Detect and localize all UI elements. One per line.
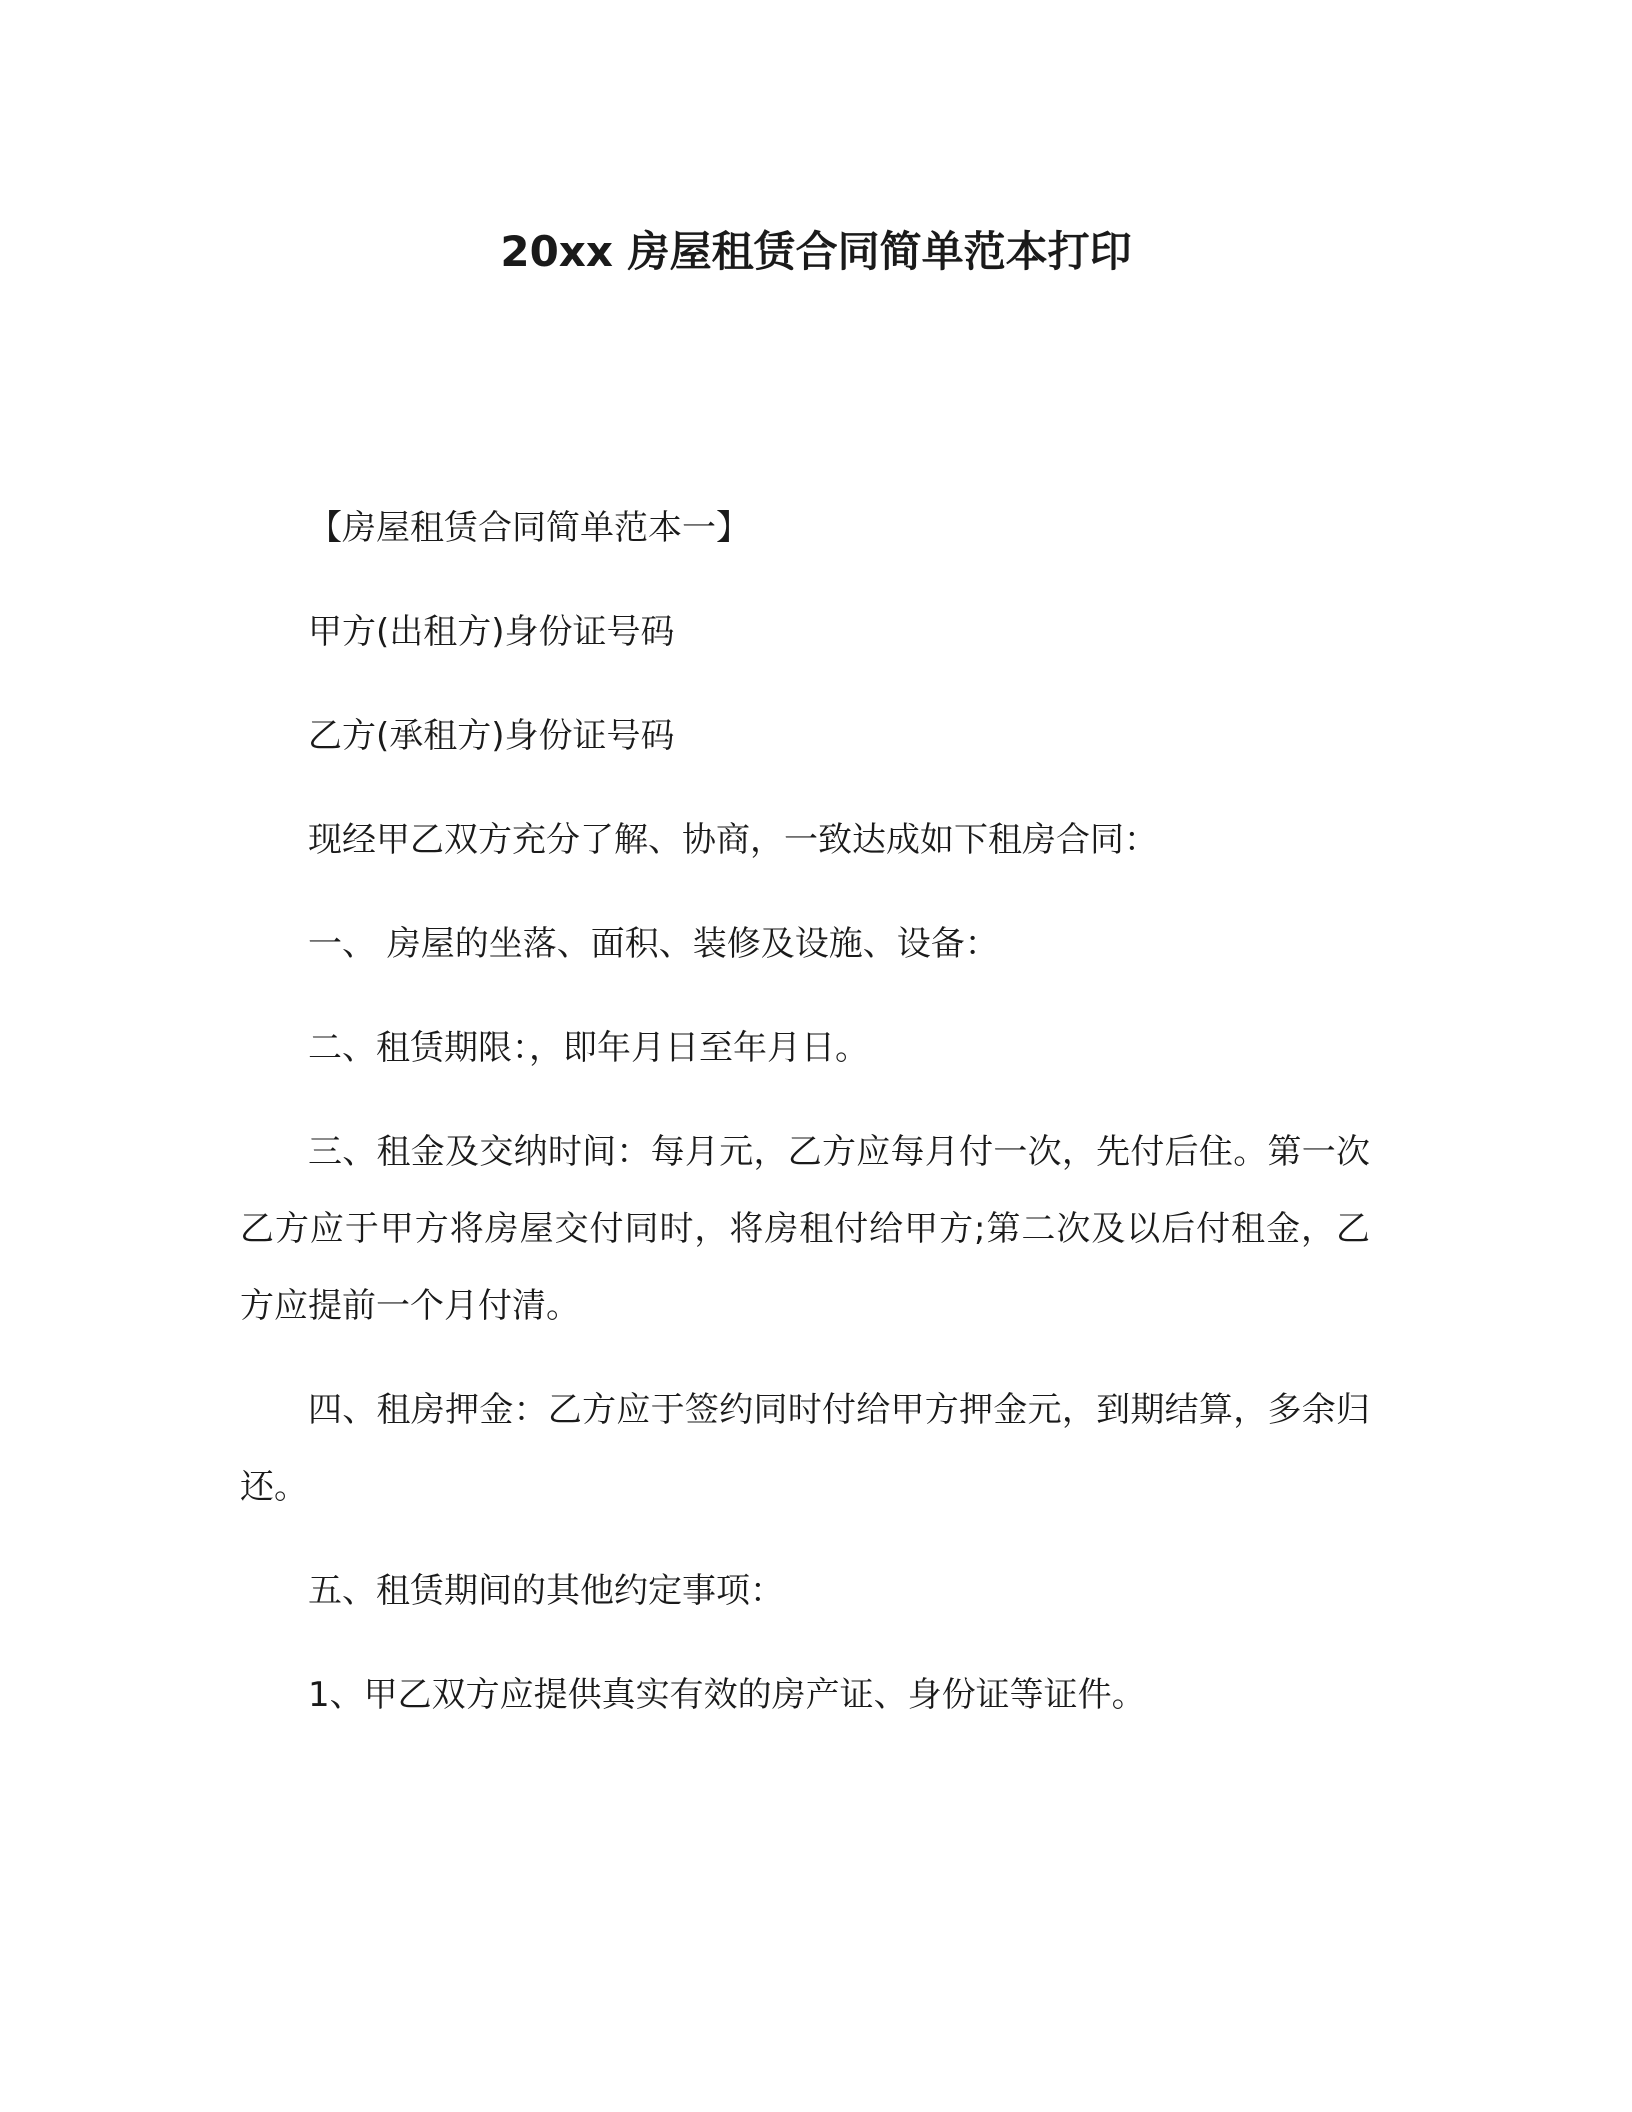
clause-2-term: 二、租赁期限：，即年月日至年月日。 [308, 1028, 869, 1068]
document-body [240, 490, 1370, 1761]
clause-3-rent: 三、租金及交纳时间：每月元，乙方应每月付一次，先付后住。第一次乙方应于甲方将房屋交付同时，将房租付给甲方;第二次及以后付租金，乙方应提前一个月付清。 [240, 1132, 1370, 1326]
party-b-line: 乙方(承租方)身份证号码 [308, 716, 675, 756]
agreement-intro: 现经甲乙双方充分了解、协商，一致达成如下租房合同： [308, 820, 1158, 860]
clause-4-deposit: 四、租房押金：乙方应于签约同时付给甲方押金元，到期结算，多余归还。 [240, 1390, 1370, 1507]
party-a-line: 甲方(出租方)身份证号码 [308, 612, 675, 652]
clause-5-item-1: 1、甲乙双方应提供真实有效的房产证、身份证等证件。 [308, 1675, 1146, 1715]
clause-5-other: 五、租赁期间的其他约定事项： [308, 1571, 784, 1611]
document-title: 20xx 房屋租赁合同简单范本打印 [500, 227, 1132, 276]
section-heading: 【房屋租赁合同简单范本一】 [308, 508, 750, 548]
clause-1-property: 一、 房屋的坐落、面积、装修及设施、设备： [308, 924, 999, 964]
